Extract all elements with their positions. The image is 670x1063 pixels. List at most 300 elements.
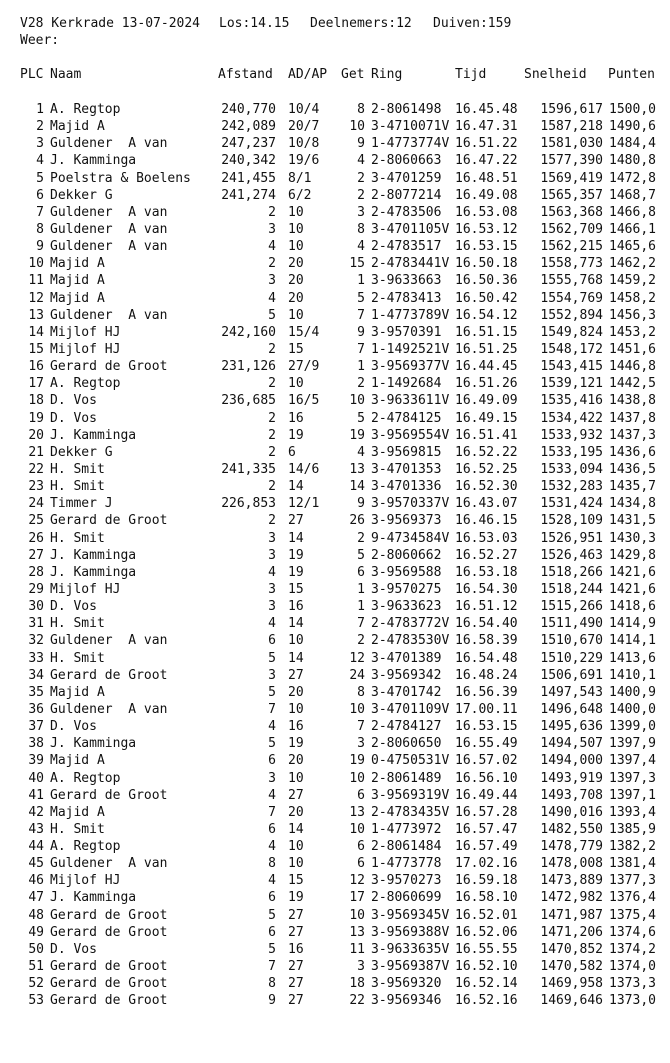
cell-ring: 3-4701742 [371, 684, 442, 700]
cell-afstand: 4 [268, 239, 276, 255]
cell-naam: J. Kamminga [50, 547, 137, 563]
cell-adap: 8/1 [288, 170, 312, 186]
cell-adap: 14/6 [288, 461, 320, 477]
cell-adap: 19 [288, 427, 304, 443]
cell-ring: 3-9633623 [371, 599, 442, 615]
cell-ring: 3-9569319V [371, 787, 450, 803]
cell-afstand: 5 [268, 307, 276, 323]
cell-ring: 2-4783441V [371, 256, 450, 272]
cell-adap: 27 [288, 976, 304, 992]
cell-tijd: 16.57.02 [455, 753, 518, 769]
cell-ring: 3-9570275 [371, 581, 442, 597]
cell-tijd: 16.52.22 [455, 444, 518, 460]
cell-punten: 1465,6 [609, 239, 656, 255]
cell-get: 4 [357, 444, 365, 460]
cell-afstand: 2 [268, 256, 276, 272]
cell-tijd: 16.55.49 [455, 736, 518, 752]
cell-tijd: 16.51.25 [455, 342, 518, 357]
cell-adap: 27 [288, 513, 304, 529]
cell-snelheid: 1470,852 [540, 941, 603, 957]
cell-plc: 31 [28, 616, 44, 632]
cell-adap: 12/1 [288, 496, 320, 512]
cell-snelheid: 1543,415 [540, 359, 603, 375]
cell-punten: 1435,7 [609, 479, 656, 495]
cell-adap: 10 [288, 307, 304, 323]
cell-punten: 1400,0 [609, 701, 656, 717]
cell-ring: 3-9569320 [371, 976, 442, 992]
cell-plc: 38 [28, 736, 44, 752]
cell-plc: 15 [28, 342, 44, 357]
cell-punten: 1421,6 [609, 581, 656, 597]
cell-adap: 20 [288, 753, 304, 769]
cell-ring: 3-9569554V [371, 427, 450, 443]
cell-ring: 1-1492684 [371, 376, 442, 392]
cell-get: 19 [349, 427, 365, 443]
cell-get: 8 [357, 222, 365, 237]
cell-adap: 10 [288, 204, 304, 220]
cell-get: 10 [349, 119, 365, 135]
cell-snelheid: 1587,218 [540, 119, 603, 135]
cell-adap: 15 [288, 581, 304, 597]
cell-tijd: 16.45.48 [455, 102, 518, 117]
cell-naam: Guldener A van [50, 856, 168, 872]
cell-punten: 1446,8 [609, 359, 656, 375]
cell-snelheid: 1549,824 [540, 324, 603, 340]
cell-ring: 1-4773789V [371, 307, 450, 323]
cell-punten: 1374,0 [609, 959, 656, 974]
cell-adap: 10 [288, 701, 304, 717]
col-naam: Naam [50, 67, 82, 82]
cell-snelheid: 1533,195 [540, 444, 603, 460]
cell-naam: D. Vos [50, 599, 97, 615]
cell-naam: H. Smit [50, 530, 105, 546]
cell-get: 3 [357, 959, 365, 974]
cell-tijd: 16.51.15 [455, 324, 518, 340]
cell-naam: A. Regtop [50, 376, 121, 392]
pigeons-count: Duiven:159 [433, 16, 512, 31]
cell-afstand: 6 [268, 924, 276, 940]
cell-afstand: 2 [268, 427, 276, 443]
cell-afstand: 9 [268, 993, 276, 1009]
cell-adap: 10 [288, 633, 304, 649]
cell-naam: D. Vos [50, 719, 97, 734]
cell-get: 10 [349, 701, 365, 717]
cell-tijd: 16.57.47 [455, 821, 518, 837]
cell-adap: 10/8 [288, 136, 320, 152]
col-get: Get [341, 67, 365, 82]
cell-afstand: 4 [268, 564, 276, 580]
cell-punten: 1431,5 [609, 513, 656, 529]
cell-plc: 45 [28, 856, 44, 872]
cell-plc: 53 [28, 993, 44, 1009]
cell-tijd: 16.58.10 [455, 890, 518, 906]
cell-get: 12 [349, 873, 365, 889]
cell-get: 7 [357, 616, 365, 632]
cell-plc: 28 [28, 564, 44, 580]
cell-ring: 3-9569815 [371, 444, 442, 460]
cell-naam: J. Kamminga [50, 890, 137, 906]
cell-plc: 36 [28, 701, 44, 717]
cell-naam: H. Smit [50, 821, 105, 837]
cell-plc: 22 [28, 461, 44, 477]
cell-plc: 41 [28, 787, 44, 803]
cell-afstand: 7 [268, 959, 276, 974]
cell-plc: 11 [28, 273, 44, 289]
cell-afstand: 247,237 [221, 136, 276, 152]
cell-snelheid: 1554,769 [540, 290, 603, 306]
cell-tijd: 16.57.49 [455, 839, 518, 854]
cell-afstand: 8 [268, 856, 276, 872]
cell-ring: 3-9570273 [371, 873, 442, 889]
cell-plc: 48 [28, 907, 44, 923]
cell-adap: 27 [288, 924, 304, 940]
cell-naam: Guldener A van [50, 239, 168, 255]
cell-snelheid: 1534,422 [540, 410, 603, 426]
cell-punten: 1414,9 [609, 616, 656, 632]
cell-ring: 2-8061489 [371, 770, 442, 786]
cell-ring: 3-9633663 [371, 273, 442, 289]
cell-ring: 3-9633635V [371, 941, 450, 957]
cell-punten: 1480,8 [609, 153, 656, 169]
cell-naam: Guldener A van [50, 204, 168, 220]
cell-afstand: 241,455 [221, 170, 276, 186]
cell-plc: 5 [36, 170, 44, 186]
cell-snelheid: 1539,121 [540, 376, 603, 392]
cell-punten: 1377,3 [609, 873, 656, 889]
cell-adap: 27 [288, 993, 304, 1009]
cell-get: 6 [357, 564, 365, 580]
cell-snelheid: 1533,094 [540, 461, 603, 477]
cell-get: 2 [357, 376, 365, 392]
cell-ring: 2-8061484 [371, 839, 442, 854]
cell-plc: 29 [28, 581, 44, 597]
cell-plc: 12 [28, 290, 44, 306]
cell-get: 15 [349, 256, 365, 272]
cell-get: 13 [349, 461, 365, 477]
cell-afstand: 3 [268, 581, 276, 597]
cell-plc: 21 [28, 444, 44, 460]
cell-afstand: 3 [268, 222, 276, 237]
cell-afstand: 4 [268, 290, 276, 306]
cell-tijd: 16.52.30 [455, 479, 518, 495]
cell-naam: A. Regtop [50, 770, 121, 786]
col-afstand: Afstand [218, 67, 273, 82]
cell-get: 4 [357, 239, 365, 255]
cell-naam: Majid A [50, 119, 105, 135]
cell-plc: 32 [28, 633, 44, 649]
cell-naam: Gerard de Groot [50, 359, 168, 375]
cell-afstand: 241,335 [221, 461, 276, 477]
cell-tijd: 16.49.08 [455, 187, 518, 203]
cell-snelheid: 1569,419 [540, 170, 603, 186]
cell-snelheid: 1510,229 [540, 650, 603, 666]
cell-punten: 1414,1 [609, 633, 656, 649]
cell-ring: 2-4783506 [371, 204, 442, 220]
cell-snelheid: 1472,982 [540, 890, 603, 906]
cell-adap: 20 [288, 804, 304, 820]
cell-punten: 1397,4 [609, 753, 656, 769]
cell-tijd: 16.59.18 [455, 873, 518, 889]
col-ring: Ring [371, 67, 403, 82]
cell-snelheid: 1469,958 [540, 976, 603, 992]
cell-plc: 9 [36, 239, 44, 255]
cell-afstand: 3 [268, 530, 276, 546]
cell-adap: 15 [288, 342, 304, 357]
cell-ring: 2-4783413 [371, 290, 442, 306]
cell-punten: 1397,3 [609, 770, 656, 786]
cell-snelheid: 1471,987 [540, 907, 603, 923]
cell-get: 3 [357, 204, 365, 220]
cell-punten: 1413,6 [609, 650, 656, 666]
cell-tijd: 16.53.12 [455, 222, 518, 237]
cell-get: 6 [357, 856, 365, 872]
cell-ring: 3-4701259 [371, 170, 442, 186]
cell-punten: 1436,5 [609, 461, 656, 477]
cell-naam: A. Regtop [50, 102, 121, 117]
cell-adap: 10 [288, 222, 304, 237]
cell-afstand: 7 [268, 804, 276, 820]
cell-get: 5 [357, 410, 365, 426]
cell-get: 13 [349, 804, 365, 820]
cell-adap: 10 [288, 856, 304, 872]
cell-afstand: 8 [268, 976, 276, 992]
cell-afstand: 4 [268, 719, 276, 734]
weather-label: Weer: [20, 33, 60, 48]
cell-snelheid: 1563,368 [540, 204, 603, 220]
cell-punten: 1436,6 [609, 444, 656, 460]
cell-tijd: 16.49.15 [455, 410, 518, 426]
cell-punten: 1490,6 [609, 119, 656, 135]
cell-ring: 2-4783435V [371, 804, 450, 820]
cell-plc: 7 [36, 204, 44, 220]
cell-tijd: 16.50.18 [455, 256, 518, 272]
cell-naam: A. Regtop [50, 839, 121, 854]
cell-adap: 14 [288, 821, 304, 837]
cell-tijd: 16.51.26 [455, 376, 518, 392]
cell-tijd: 17.00.11 [455, 701, 518, 717]
cell-naam: Gerard de Groot [50, 667, 168, 683]
cell-tijd: 16.51.41 [455, 427, 518, 443]
cell-plc: 13 [28, 307, 44, 323]
cell-adap: 14 [288, 616, 304, 632]
cell-ring: 3-4701389 [371, 650, 442, 666]
cell-naam: Majid A [50, 273, 105, 289]
cell-snelheid: 1490,016 [540, 804, 603, 820]
cell-plc: 40 [28, 770, 44, 786]
cell-snelheid: 1494,000 [540, 753, 603, 769]
cell-snelheid: 1577,390 [540, 153, 603, 169]
cell-plc: 47 [28, 890, 44, 906]
cell-plc: 14 [28, 324, 44, 340]
cell-punten: 1500,0 [609, 102, 656, 117]
cell-ring: 3-9569387V [371, 959, 450, 974]
cell-snelheid: 1482,550 [540, 821, 603, 837]
cell-punten: 1397,1 [609, 787, 656, 803]
cell-adap: 27 [288, 959, 304, 974]
cell-adap: 20/7 [288, 119, 320, 135]
cell-punten: 1400,9 [609, 684, 656, 700]
cell-ring: 2-8060662 [371, 547, 442, 563]
cell-get: 2 [357, 170, 365, 186]
cell-snelheid: 1493,919 [540, 770, 603, 786]
cell-tijd: 16.55.55 [455, 941, 518, 957]
cell-plc: 1 [36, 102, 44, 117]
cell-afstand: 4 [268, 839, 276, 854]
col-snelheid: Snelheid [524, 67, 587, 82]
cell-adap: 27 [288, 787, 304, 803]
cell-plc: 39 [28, 753, 44, 769]
cell-adap: 10 [288, 839, 304, 854]
cell-get: 11 [349, 941, 365, 957]
cell-adap: 10 [288, 239, 304, 255]
cell-punten: 1374,2 [609, 941, 656, 957]
cell-naam: J. Kamminga [50, 736, 137, 752]
cell-afstand: 5 [268, 941, 276, 957]
cell-ring: 3-9569345V [371, 907, 450, 923]
cell-plc: 8 [36, 222, 44, 237]
cell-tijd: 16.51.22 [455, 136, 518, 152]
cell-snelheid: 1532,283 [540, 479, 603, 495]
cell-plc: 18 [28, 393, 44, 409]
cell-plc: 30 [28, 599, 44, 615]
cell-plc: 44 [28, 839, 44, 854]
cell-ring: 2-8060663 [371, 153, 442, 169]
cell-punten: 1399,0 [609, 719, 656, 734]
cell-ring: 3-4701109V [371, 701, 450, 717]
cell-get: 4 [357, 153, 365, 169]
cell-ring: 0-4750531V [371, 753, 450, 769]
cell-get: 2 [357, 530, 365, 546]
cell-adap: 16 [288, 719, 304, 734]
cell-punten: 1438,8 [609, 393, 656, 409]
cell-snelheid: 1528,109 [540, 513, 603, 529]
cell-punten: 1451,6 [609, 342, 656, 357]
cell-ring: 2-8077214 [371, 187, 442, 203]
cell-naam: D. Vos [50, 941, 97, 957]
cell-get: 19 [349, 753, 365, 769]
cell-tijd: 17.02.16 [455, 856, 518, 872]
cell-plc: 26 [28, 530, 44, 546]
cell-punten: 1418,6 [609, 599, 656, 615]
cell-punten: 1453,2 [609, 324, 656, 340]
cell-ring: 2-4783772V [371, 616, 450, 632]
cell-get: 9 [357, 496, 365, 512]
cell-afstand: 242,160 [221, 324, 276, 340]
cell-punten: 1375,4 [609, 907, 656, 923]
cell-snelheid: 1555,768 [540, 273, 603, 289]
cell-snelheid: 1518,266 [540, 564, 603, 580]
cell-ring: 3-4710071V [371, 119, 450, 135]
cell-tijd: 16.51.12 [455, 599, 518, 615]
cell-snelheid: 1515,266 [540, 599, 603, 615]
cell-ring: 2-4784125 [371, 410, 442, 426]
cell-get: 3 [357, 736, 365, 752]
cell-afstand: 231,126 [221, 359, 276, 375]
cell-punten: 1458,2 [609, 290, 656, 306]
cell-adap: 19 [288, 547, 304, 563]
cell-afstand: 2 [268, 204, 276, 220]
cell-punten: 1468,7 [609, 187, 656, 203]
cell-snelheid: 1558,773 [540, 256, 603, 272]
cell-punten: 1462,2 [609, 256, 656, 272]
column-header-row [0, 66, 655, 83]
cell-tijd: 16.54.12 [455, 307, 518, 323]
cell-afstand: 2 [268, 444, 276, 460]
cell-adap: 15/4 [288, 324, 320, 340]
cell-ring: 3-9633611V [371, 393, 450, 409]
cell-get: 2 [357, 187, 365, 203]
cell-punten: 1393,4 [609, 804, 656, 820]
cell-ring: 1-4773778 [371, 856, 442, 872]
cell-snelheid: 1531,424 [540, 496, 603, 512]
cell-adap: 27 [288, 907, 304, 923]
cell-punten: 1437,3 [609, 427, 656, 443]
cell-naam: D. Vos [50, 410, 97, 426]
cell-afstand: 2 [268, 376, 276, 392]
cell-adap: 16 [288, 410, 304, 426]
cell-get: 2 [357, 633, 365, 649]
cell-get: 13 [349, 924, 365, 940]
cell-naam: Majid A [50, 753, 105, 769]
cell-tijd: 16.53.18 [455, 564, 518, 580]
cell-punten: 1421,6 [609, 564, 656, 580]
cell-ring: 3-9569388V [371, 924, 450, 940]
cell-tijd: 16.53.03 [455, 530, 518, 546]
cell-punten: 1373,0 [609, 993, 656, 1009]
cell-get: 14 [349, 479, 365, 495]
cell-punten: 1397,9 [609, 736, 656, 752]
cell-ring: 3-9569346 [371, 993, 442, 1009]
cell-naam: H. Smit [50, 479, 105, 495]
cell-punten: 1430,3 [609, 530, 656, 546]
cell-punten: 1437,8 [609, 410, 656, 426]
cell-punten: 1374,6 [609, 924, 656, 940]
cell-plc: 4 [36, 153, 44, 169]
cell-snelheid: 1562,215 [540, 239, 603, 255]
cell-afstand: 6 [268, 890, 276, 906]
col-punten: Punten [608, 67, 655, 82]
cell-snelheid: 1470,582 [540, 959, 603, 974]
cell-plc: 2 [36, 119, 44, 135]
cell-plc: 37 [28, 719, 44, 734]
cell-tijd: 16.50.42 [455, 290, 518, 306]
cell-punten: 1382,2 [609, 839, 656, 854]
cell-tijd: 16.54.30 [455, 581, 518, 597]
cell-afstand: 3 [268, 599, 276, 615]
col-adap: AD/AP [288, 67, 328, 82]
cell-punten: 1466,1 [609, 222, 656, 237]
cell-naam: J. Kamminga [50, 153, 137, 169]
cell-snelheid: 1565,357 [540, 187, 603, 203]
cell-plc: 16 [28, 359, 44, 375]
cell-ring: 2-8061498 [371, 102, 442, 117]
cell-plc: 20 [28, 427, 44, 443]
cell-afstand: 5 [268, 684, 276, 700]
weather-line [0, 32, 60, 49]
cell-ring: 2-4783517 [371, 239, 442, 255]
cell-naam: D. Vos [50, 393, 97, 409]
cell-naam: Gerard de Groot [50, 976, 168, 992]
cell-snelheid: 1494,507 [540, 736, 603, 752]
cell-tijd: 16.58.39 [455, 633, 518, 649]
cell-afstand: 236,685 [221, 393, 276, 409]
cell-adap: 15 [288, 873, 304, 889]
cell-adap: 19 [288, 564, 304, 580]
cell-naam: Gerard de Groot [50, 513, 168, 529]
cell-get: 5 [357, 290, 365, 306]
cell-snelheid: 1526,951 [540, 530, 603, 546]
cell-plc: 35 [28, 684, 44, 700]
